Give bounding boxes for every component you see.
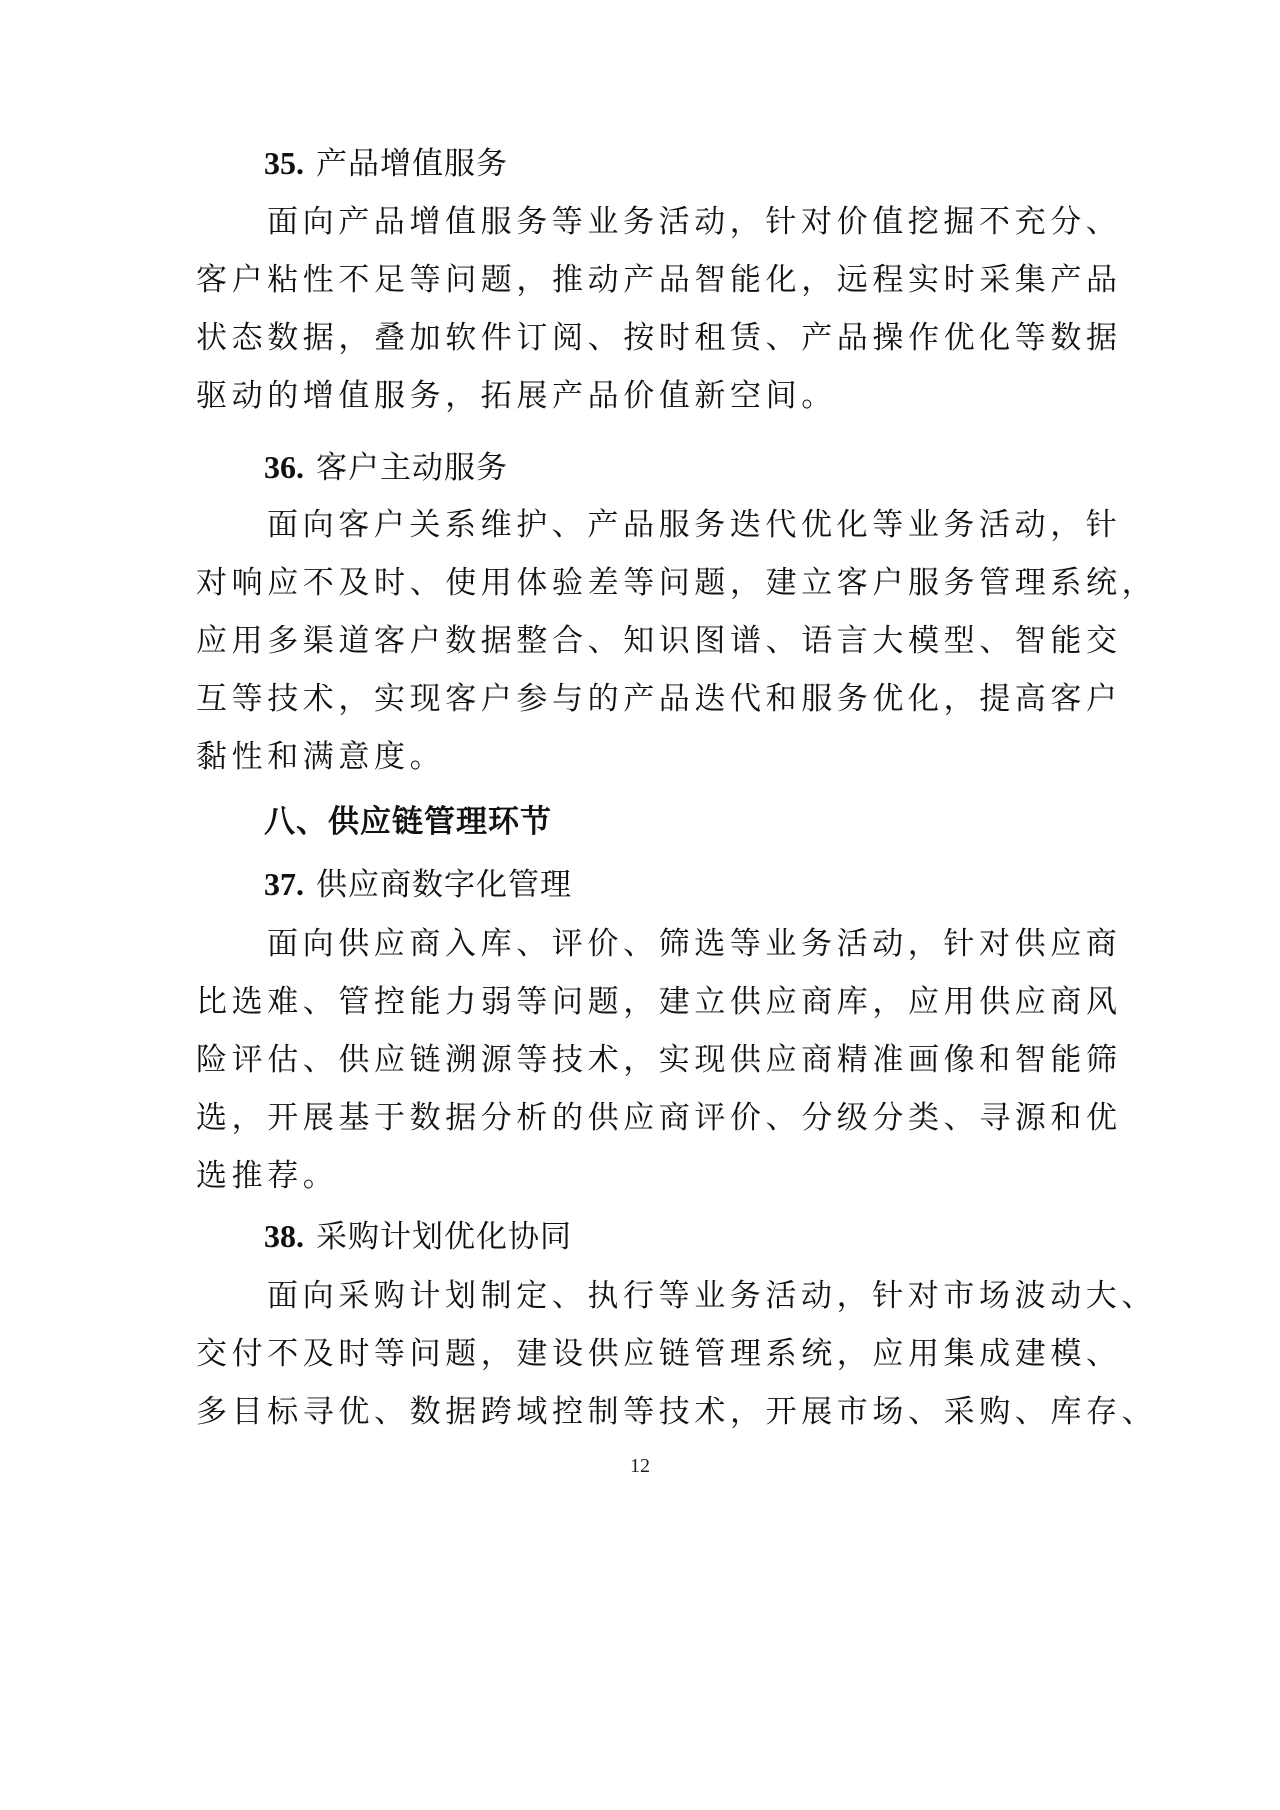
paragraph-line: 交付不及时等问题，建设供应链管理系统，应用集成建模、 (196, 1336, 1122, 1372)
paragraph-line: 比选难、管控能力弱等问题，建立供应商库，应用供应商风 (196, 984, 1122, 1020)
item-heading-38 (264, 1216, 572, 1256)
paragraph-line: 多目标寻优、数据跨域控制等技术，开展市场、采购、库存、 (196, 1394, 1158, 1430)
item-heading-37 (264, 864, 572, 904)
item-title: 客户主动服务 (316, 450, 508, 486)
item-number: 35. (264, 145, 304, 181)
page-number: 12 (630, 1455, 650, 1477)
item-number: 38. (264, 1218, 304, 1254)
paragraph-line: 互等技术，实现客户参与的产品迭代和服务优化，提高客户 (196, 681, 1122, 717)
paragraph-line: 选推荐。 (196, 1158, 339, 1194)
item-heading-36 (264, 447, 508, 487)
paragraph-line: 面向供应商入库、评价、筛选等业务活动，针对供应商 (267, 926, 1122, 962)
paragraph-line: 黏性和满意度。 (196, 739, 446, 775)
item-title: 供应商数字化管理 (316, 867, 572, 903)
item-number: 36. (264, 449, 304, 485)
item-title: 产品增值服务 (316, 146, 508, 182)
item-title: 采购计划优化协同 (316, 1219, 572, 1255)
section-heading: 八、供应链管理环节 (264, 804, 552, 840)
paragraph-line: 驱动的增值服务，拓展产品价值新空间。 (196, 378, 837, 414)
paragraph-line: 面向客户关系维护、产品服务迭代优化等业务活动，针 (267, 507, 1122, 543)
paragraph-line: 面向采购计划制定、执行等业务活动，针对市场波动大、 (267, 1278, 1157, 1314)
paragraph-line: 应用多渠道客户数据整合、知识图谱、语言大模型、智能交 (196, 623, 1122, 659)
paragraph-line: 面向产品增值服务等业务活动，针对价值挖掘不充分、 (267, 204, 1122, 240)
paragraph-line: 客户粘性不足等问题，推动产品智能化，远程实时采集产品 (196, 262, 1122, 298)
item-number: 37. (264, 866, 304, 902)
paragraph-line: 状态数据，叠加软件订阅、按时租赁、产品操作优化等数据 (196, 320, 1122, 356)
paragraph-line: 对响应不及时、使用体验差等问题，建立客户服务管理系统， (196, 565, 1158, 601)
item-heading-35 (264, 143, 508, 183)
paragraph-line: 险评估、供应链溯源等技术，实现供应商精准画像和智能筛 (196, 1042, 1122, 1078)
paragraph-line: 选，开展基于数据分析的供应商评价、分级分类、寻源和优 (196, 1100, 1122, 1136)
